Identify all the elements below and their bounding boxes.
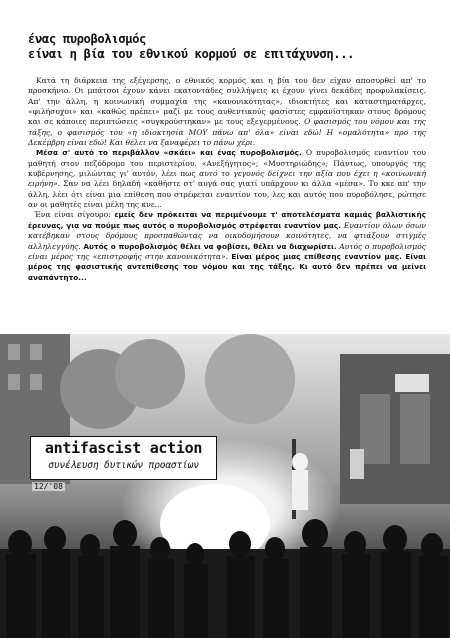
headline-line-1: ένας πυροβολισμός <box>28 32 146 46</box>
paragraph-2-bold: Μέσα σ' αυτό το περιβάλλον «σκάει» και ένας πυροβολισμός. <box>36 148 302 158</box>
headline <box>28 32 428 62</box>
riot-scene-illustration <box>0 334 450 638</box>
headline-line-2: είναι η βία του εθνικού κορμού σε επιτάχυνση... <box>28 47 355 61</box>
paragraph-1-italic: Ο φασισμός του νόμου και της τάξης, ο φασισμός του «η ιδιοκτησία ΜΟΥ πάνω απ' όλα» είναι εδώ! Η «ομαλότητα» προ της Δεκέμβρη είναι εδώ! Και θέλει να ξαναφέρει το πάνω χέρι. <box>28 117 427 148</box>
paragraph-1 <box>28 76 426 148</box>
logo-subtitle: συνέλευση δυτικών προαστίων <box>48 460 199 471</box>
paragraph-3-text: Ένα είναι σίγουρο: <box>34 210 111 220</box>
paragraph-3-italic-2: Αυτός ο πυροβολισμός είναι μέρος της «επιστροφής στην κανονικότητα». <box>28 241 426 261</box>
paragraph-3-italic-1: Εναντίον όλων όσων κατέβηκαν στους δρόμους προσπαθώντας να οικοδομήσουν κοινότητες, να φτιάξουν στιγμές αλληλεγγύης. <box>28 220 426 251</box>
paragraph-2-text-b: Σαν να λέει δηλαδή «καθήστε στ' αυγά σας γιατί υπάρχουν κι άλλα «μέσα». Το κκε απ' την άλλη, λέει ότι είναι μια επίθεση που στρέφεται εναντίον του, λες και αυτός που πυροβόλησε, ρώτησε αν οι μαθητές είναι μέλη της κνε... <box>28 179 426 210</box>
paragraph-2 <box>28 148 426 210</box>
paragraph-2-text-a: Ο πυροβολισμός εναντίον του μαθητή στον πεζόδρομο του περιστερίου. «Ανεξήγητος»; «Μυστηριώδης»; Πάντως, υπουργός της κυβέρνησης, μιλώντας γι' αυτόν, λέει πως <box>28 148 426 179</box>
issue-date: 12/'08 <box>34 482 63 491</box>
paragraph-3 <box>28 210 426 282</box>
logo-title: antifascist action <box>44 439 203 457</box>
antifascist-action-logo <box>30 436 217 480</box>
paragraph-2-italic: αυτό το γεγονός δείχνει την αξία που έχει η «κοινωνική ειρήνη». <box>28 169 427 189</box>
article-body <box>28 76 426 283</box>
paragraph-3-bold-1: εμείς δεν πρόκειται να περιμένουμε τ' αποτελέσματα καμιάς βαλλιστικής έρευνας, για να πούμε πως αυτός ο πυροβολισμός στρέφεται εναντίον μας. <box>28 210 427 230</box>
paragraph-1-text: Κατά τη διάρκεια της εξέγερσης, ο εθνικός κορμός και η βία του δεν είχαν αποσυρθεί απ' το προσκήνιο. Οι μπάτσοι έχουν κάνει εκατοντάδες συλλήψεις κι έχουν γίνει δεκάδες προφυλακίσεις. Απ' την άλλη, η κοινωνική συμμαχία της «κανονικότητας», ιδιοκτήτες και καταστηματάρχες, «φιλήσυχοι» και «καθώς πρέπει» μαζί με τους αυθεντικούς φασίστες εμφανίστηκαν στους δρόμους και σε κάποιες περιπτώσεις «συγκρούστηκαν» με τους εξεγερμένους. <box>28 76 426 127</box>
paragraph-3-bold-2: Αυτός ο πυροβολισμός θέλει να φοβίσει, θέλει να διαχωρίσει. <box>83 241 337 251</box>
riot-photo <box>0 334 450 638</box>
paragraph-3-bold-3: Είναι μέρος μιας επίθεσης εναντίον μας. Είναι μέρος της φασιστικής αντεπίθεσης του νόμου και της τάξης. Κι αυτό δεν πρέπει να μείνει αναπάντητο... <box>28 251 427 282</box>
